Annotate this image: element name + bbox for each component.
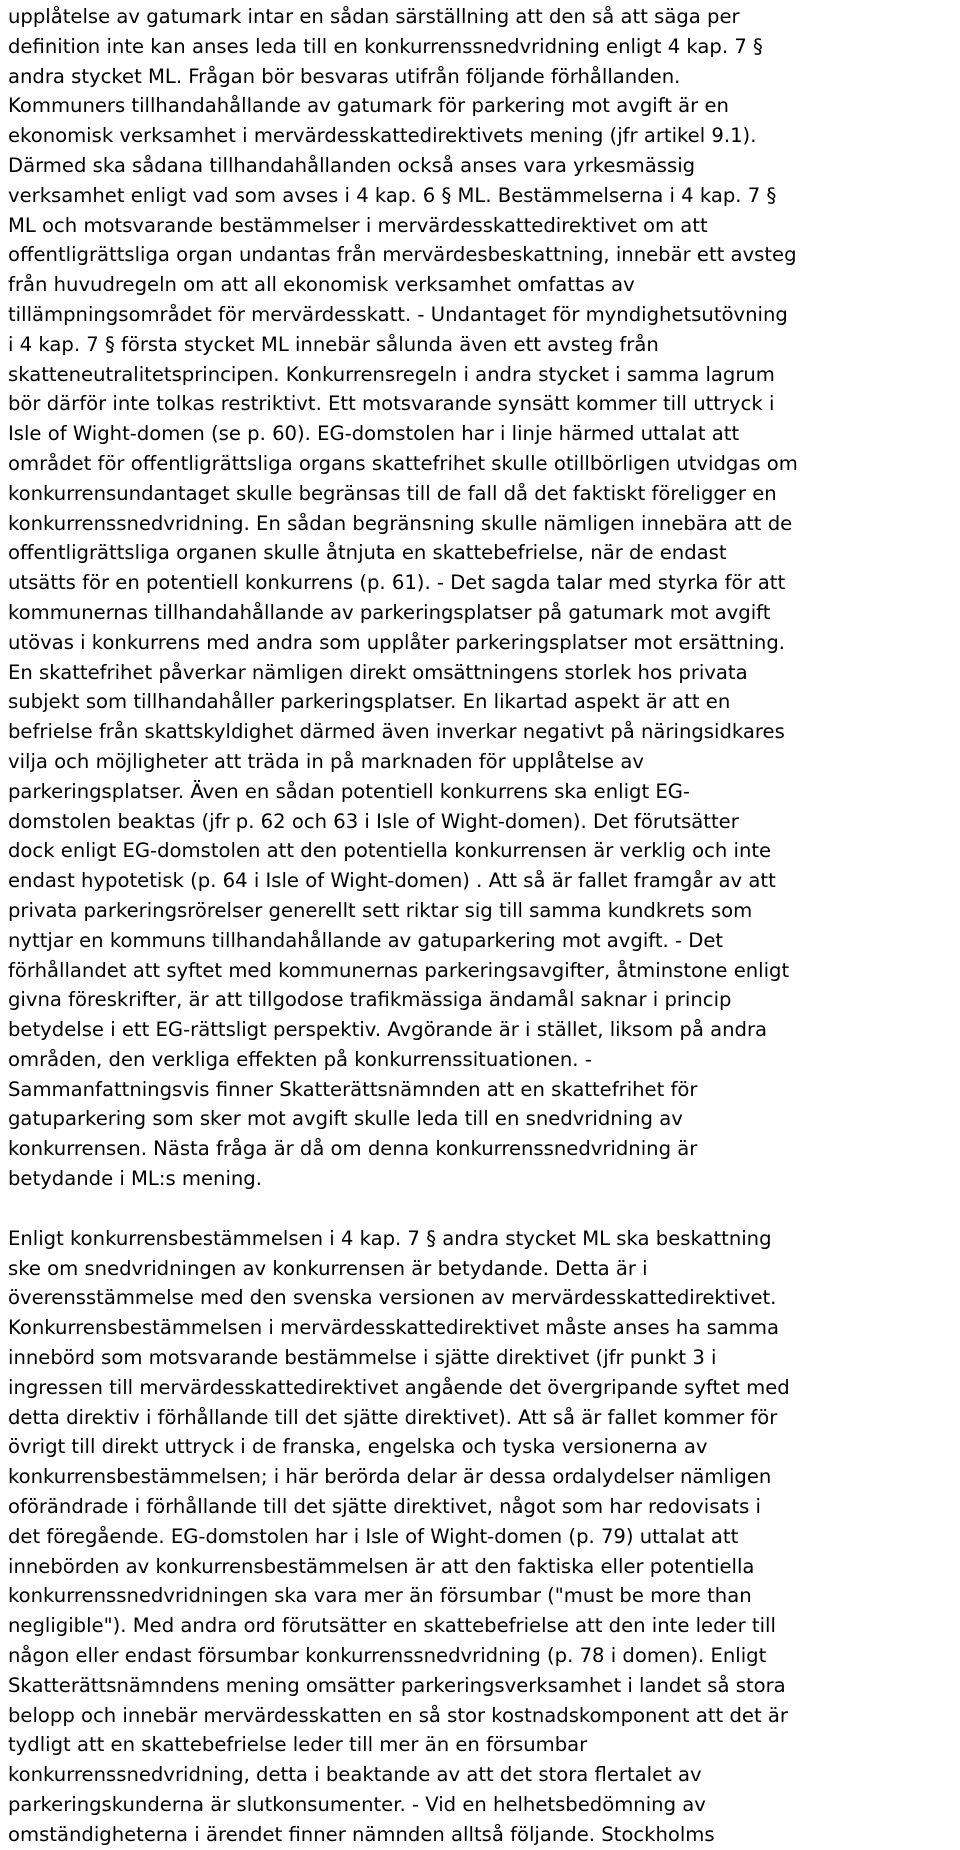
text-line: belopp och innebär mervärdesskatten en så stor kostnadskomponent att det är	[8, 1703, 788, 1727]
text-line: detta direktiv i förhållande till det sjätte direktivet). Att så är fallet kommer för	[8, 1405, 778, 1429]
text-line: ML och motsvarande bestämmelser i mervärdesskattedirektivet om att	[8, 213, 708, 237]
text-line: tydligt att en skattebefrielse leder till mer än en försumbar	[8, 1733, 588, 1757]
text-line: betydande i ML:s mening.	[8, 1167, 262, 1191]
text-line: tillämpningsområdet för mervärdesskatt. - Undantaget för myndighetsutövning	[8, 302, 788, 326]
text-line: betydelse i ett EG-rättsligt perspektiv. Avgörande är i stället, liksom på andra	[8, 1018, 768, 1042]
text-line: definition inte kan anses leda till en konkurrenssnedvridning enligt 4 kap. 7 §	[8, 34, 763, 58]
text-line: dock enligt EG-domstolen att den potentiella konkurrensen är verklig och inte	[8, 839, 772, 863]
text-line: offentligrättsliga organen skulle åtnjuta en skattebefrielse, när de endast	[8, 541, 727, 565]
text-line: Skatterättsnämndens mening omsätter parkeringsverksamhet i landet så stora	[8, 1673, 786, 1697]
text-line: parkeringsplatser. Även en sådan potentiell konkurrens ska enligt EG-	[8, 779, 691, 803]
text-line: endast hypotetisk (p. 64 i Isle of Wight-domen) . Att så är fallet framgår av att	[8, 869, 776, 893]
text-line: områden, den verkliga effekten på konkurrenssituationen. -	[8, 1047, 592, 1071]
text-line: utövas i konkurrens med andra som upplåter parkeringsplatser mot ersättning.	[8, 630, 786, 654]
text-line: parkeringskunderna är slutkonsumenter. - Vid en helhetsbedömning av	[8, 1793, 706, 1817]
text-line: Kommuners tillhandahållande av gatumark för parkering mot avgift är en	[8, 94, 729, 118]
text-line: verksamhet enligt vad som avses i 4 kap. 6 § ML. Bestämmelserna i 4 kap. 7 §	[8, 183, 777, 207]
text-line: privata parkeringsrörelser generellt sett riktar sig till samma kundkrets som	[8, 898, 753, 922]
text-line: kommunernas tillhandahållande av parkeringsplatser på gatumark mot avgift	[8, 600, 771, 624]
text-line: förhållandet att syftet med kommunernas parkeringsavgifter, åtminstone enligt	[8, 958, 790, 982]
text-line: konkurrensen. Nästa fråga är då om denna konkurrenssnedvridning är	[8, 1137, 698, 1161]
text-line: andra stycket ML. Frågan bör besvaras utifrån följande förhållanden.	[8, 64, 681, 88]
text-line: befrielse från skattskyldighet därmed även inverkar negativt på näringsidkares	[8, 720, 785, 744]
text-line: nyttjar en kommuns tillhandahållande av gatuparkering mot avgift. - Det	[8, 928, 724, 952]
text-line: någon eller endast försumbar konkurrenssnedvridning (p. 78 i domen). Enligt	[8, 1644, 767, 1668]
text-line: konkurrenssnedvridningen ska vara mer än försumbar ("must be more than	[8, 1584, 752, 1608]
text-line: Därmed ska sådana tillhandahållanden också anses vara yrkesmässig	[8, 153, 696, 177]
text-line: utsätts för en potentiell konkurrens (p. 61). - Det sagda talar med styrka för att	[8, 571, 786, 595]
text-line: offentligrättsliga organ undantas från mervärdesbeskattning, innebär ett avsteg	[8, 243, 797, 267]
text-line: subjekt som tillhandahåller parkeringsplatser. En likartad aspekt är att en	[8, 690, 731, 714]
text-line: i 4 kap. 7 § första stycket ML innebär sålunda även ett avsteg från	[8, 332, 659, 356]
text-line: ekonomisk verksamhet i mervärdesskattedirektivets mening (jfr artikel 9.1).	[8, 124, 757, 148]
text-line: En skattefrihet påverkar nämligen direkt omsättningens storlek hos privata	[8, 660, 748, 684]
text-line: konkurrensundantaget skulle begränsas till de fall då det faktiskt föreligger en	[8, 481, 777, 505]
text-line: Konkurrensbestämmelsen i mervärdesskattedirektivet måste anses ha samma	[8, 1316, 779, 1340]
text-line: Isle of Wight-domen (se p. 60). EG-domstolen har i linje härmed uttalat att	[8, 422, 740, 446]
text-line: upplåtelse av gatumark intar en sådan särställning att den så att säga per	[8, 5, 740, 28]
text-line: ingressen till mervärdesskattedirektivet angående det övergripande syftet med	[8, 1375, 790, 1399]
text-line: omständigheterna i ärendet finner nämnden alltså följande. Stockholms	[8, 1822, 715, 1846]
text-line: gatuparkering som sker mot avgift skulle leda till en snedvridning av	[8, 1107, 683, 1131]
text-line: Sammanfattningsvis finner Skatterättsnämnden att en skattefrihet för	[8, 1077, 698, 1101]
text-line: från huvudregeln om att all ekonomisk verksamhet omfattas av	[8, 273, 635, 297]
text-line: negligible"). Med andra ord förutsätter en skattebefrielse att den inte leder till	[8, 1614, 776, 1638]
text-line: konkurrensbestämmelsen; i här berörda delar är dessa ordalydelser nämligen	[8, 1465, 772, 1489]
text-line: skatteneutralitetsprincipen. Konkurrensregeln i andra stycket i samma lagrum	[8, 362, 775, 386]
paragraph-2	[8, 1224, 948, 1850]
text-line: det föregående. EG-domstolen har i Isle of Wight-domen (p. 79) uttalat att	[8, 1524, 739, 1548]
text-line: området för offentligrättsliga organs skattefrihet skulle otillbörligen utvidgas om	[8, 451, 798, 475]
text-line: ske om snedvridningen av konkurrensen är betydande. Detta är i	[8, 1256, 648, 1280]
text-line: bör därför inte tolkas restriktivt. Ett motsvarande synsätt kommer till uttryck i	[8, 392, 775, 416]
text-line: innebörden av konkurrensbestämmelsen är att den faktiska eller potentiella	[8, 1554, 755, 1578]
text-line: konkurrenssnedvridning. En sådan begränsning skulle nämligen innebära att de	[8, 511, 793, 535]
document-page	[8, 2, 948, 1850]
paragraph-1	[8, 2, 948, 1194]
text-line: övrigt till direkt uttryck i de franska, engelska och tyska versionerna av	[8, 1435, 708, 1459]
text-line: Enligt konkurrensbestämmelsen i 4 kap. 7 § andra stycket ML ska beskattning	[8, 1226, 772, 1250]
text-line: domstolen beaktas (jfr p. 62 och 63 i Isle of Wight-domen). Det förutsätter	[8, 809, 739, 833]
text-line: givna föreskrifter, är att tillgodose trafikmässiga ändamål saknar i princip	[8, 988, 732, 1012]
text-line: vilja och möjligheter att träda in på marknaden för upplåtelse av	[8, 749, 644, 773]
text-line: överensstämmelse med den svenska versionen av mervärdesskattedirektivet.	[8, 1286, 777, 1310]
text-line: innebörd som motsvarande bestämmelse i sjätte direktivet (jfr punkt 3 i	[8, 1346, 717, 1370]
text-line: oförändrade i förhållande till det sjätte direktivet, något som har redovisats i	[8, 1495, 761, 1519]
text-line: konkurrenssnedvridning, detta i beaktande av att det stora flertalet av	[8, 1763, 702, 1787]
